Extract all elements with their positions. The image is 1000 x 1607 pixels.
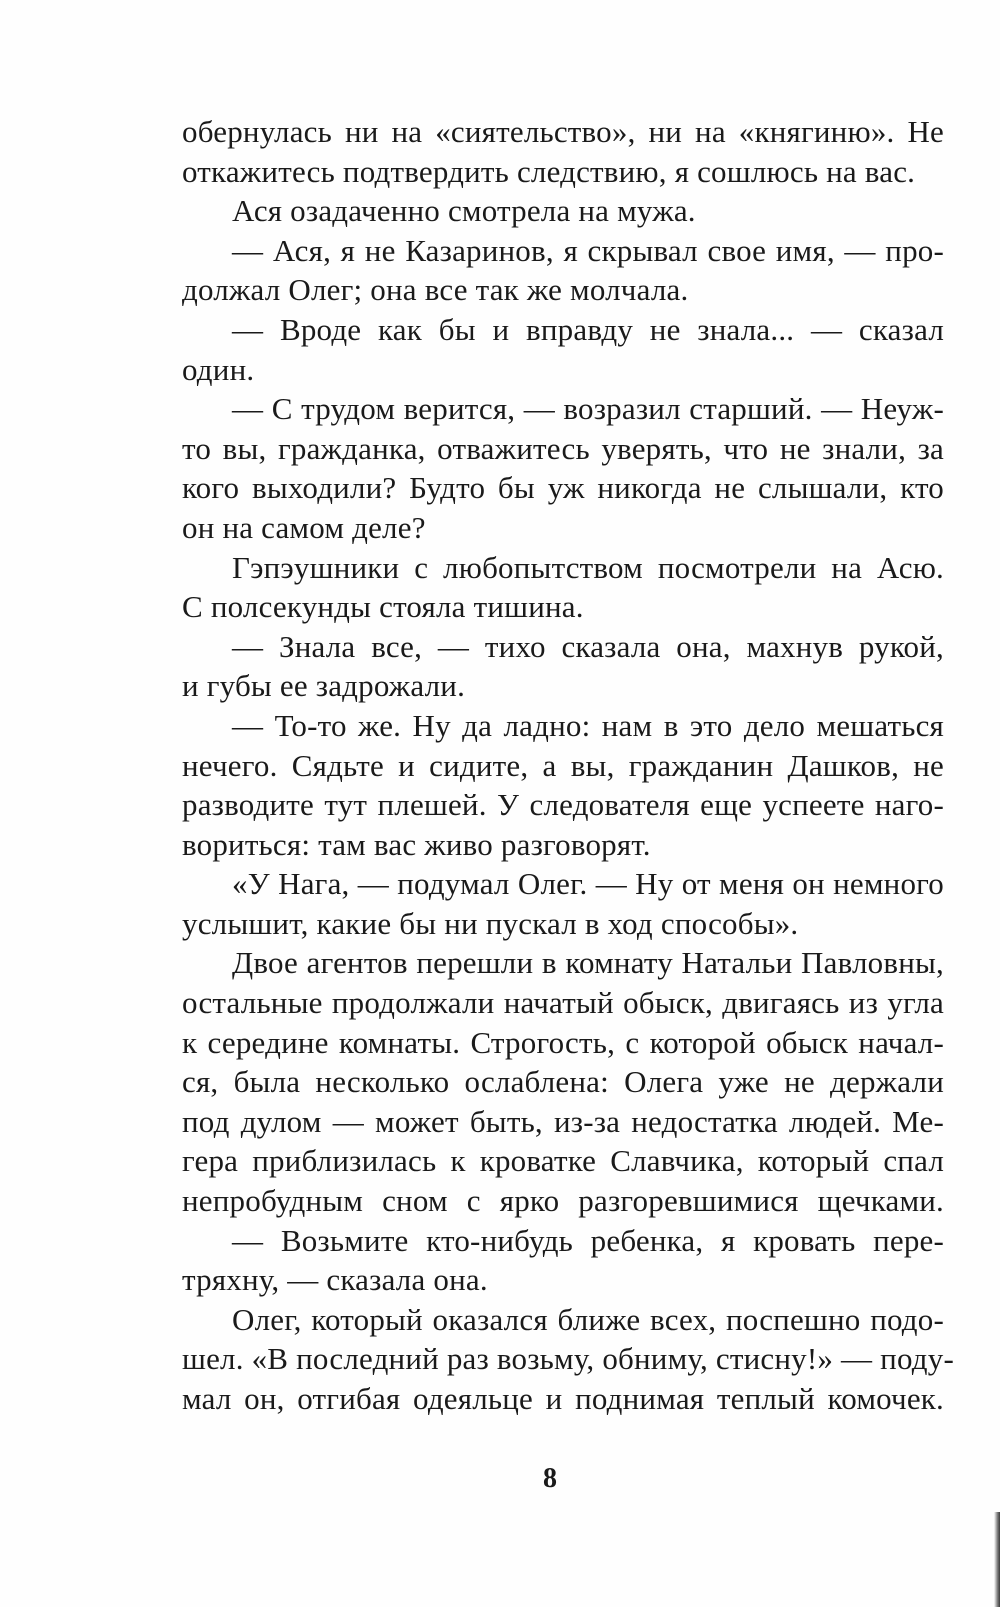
text-line: кого выходили? Будто бы уж никогда не слышали, кто bbox=[182, 470, 944, 506]
page-number: 8 bbox=[543, 1463, 557, 1494]
text-line: должал Олег; она все так же молчала. bbox=[182, 272, 689, 308]
page-edge-shadow bbox=[994, 1512, 1000, 1607]
text-line: шел. «В последний раз возьму, обниму, стисну!» — поду- bbox=[182, 1341, 954, 1377]
text-line: мал он, отгибая одеяльце и поднимая теплый комочек. bbox=[182, 1381, 944, 1416]
body-text bbox=[182, 112, 954, 1419]
text-line: Олег, который оказался ближе всех, поспешно подо- bbox=[232, 1301, 944, 1337]
text-line: — То-то же. Ну да ладно: нам в это дело мешаться bbox=[232, 707, 944, 743]
text-line: Двое агентов перешли в комнату Натальи Павловны, bbox=[232, 945, 944, 981]
text-line: — Знала все, — тихо сказала она, махнув рукой, bbox=[232, 628, 944, 664]
text-line: тряхну, — сказала она. bbox=[182, 1262, 488, 1298]
text-line: Гэпэушники с любопытством посмотрели на Асю. bbox=[232, 549, 944, 585]
text-line: нечего. Сядьте и сидите, а вы, гражданин Дашков, не bbox=[182, 747, 944, 783]
text-line: — С трудом верится, — возразил старший. — Неуж- bbox=[232, 391, 944, 427]
text-line: к середине комнаты. Строгость, с которой обыск начал- bbox=[182, 1024, 944, 1060]
text-line: разводите тут плешей. У следователя еще успеете наго- bbox=[182, 787, 944, 823]
text-line: — Ася, я не Казаринов, я скрывал свое имя, — про- bbox=[232, 232, 944, 268]
text-line: гера приблизилась к кроватке Славчика, который спал bbox=[182, 1143, 944, 1179]
text-line: услышит, какие бы ни пускал в ход способы». bbox=[182, 905, 799, 941]
text-line: под дулом — может быть, из-за недостатка людей. Ме- bbox=[182, 1103, 944, 1139]
text-line: ся, была несколько ослаблена: Олега уже не держали bbox=[182, 1064, 944, 1100]
text-line: откажитесь подтвердить следствию, я сошлюсь на вас. bbox=[182, 153, 916, 189]
text-line: — Возьмите кто-нибудь ребенка, я кровать пере- bbox=[232, 1222, 944, 1258]
text-line: остальные продолжали начатый обыск, двигаясь из угла bbox=[182, 985, 944, 1021]
text-line: то вы, гражданка, отважитесь уверять, что не знали, за bbox=[182, 430, 944, 466]
text-line: Ася озадаченно смотрела на мужа. bbox=[232, 193, 696, 229]
text-line: вориться: там вас живо разговорят. bbox=[182, 826, 651, 862]
text-line: непробудным сном с ярко разгоревшимися щечками. bbox=[182, 1183, 944, 1219]
text-line: и губы ее задрожали. bbox=[182, 668, 466, 704]
text-line: С полсекунды стояла тишина. bbox=[182, 589, 584, 625]
text-line: — Вроде как бы и вправду не знала... — сказал bbox=[232, 311, 944, 347]
text-line: один. bbox=[182, 351, 255, 387]
text-line: он на самом деле? bbox=[182, 509, 426, 545]
text-line: «У Нага, — подумал Олег. — Ну от меня он немного bbox=[232, 866, 944, 902]
text-line: обернулась ни на «сиятельство», ни на «княгиню». Не bbox=[182, 114, 944, 149]
